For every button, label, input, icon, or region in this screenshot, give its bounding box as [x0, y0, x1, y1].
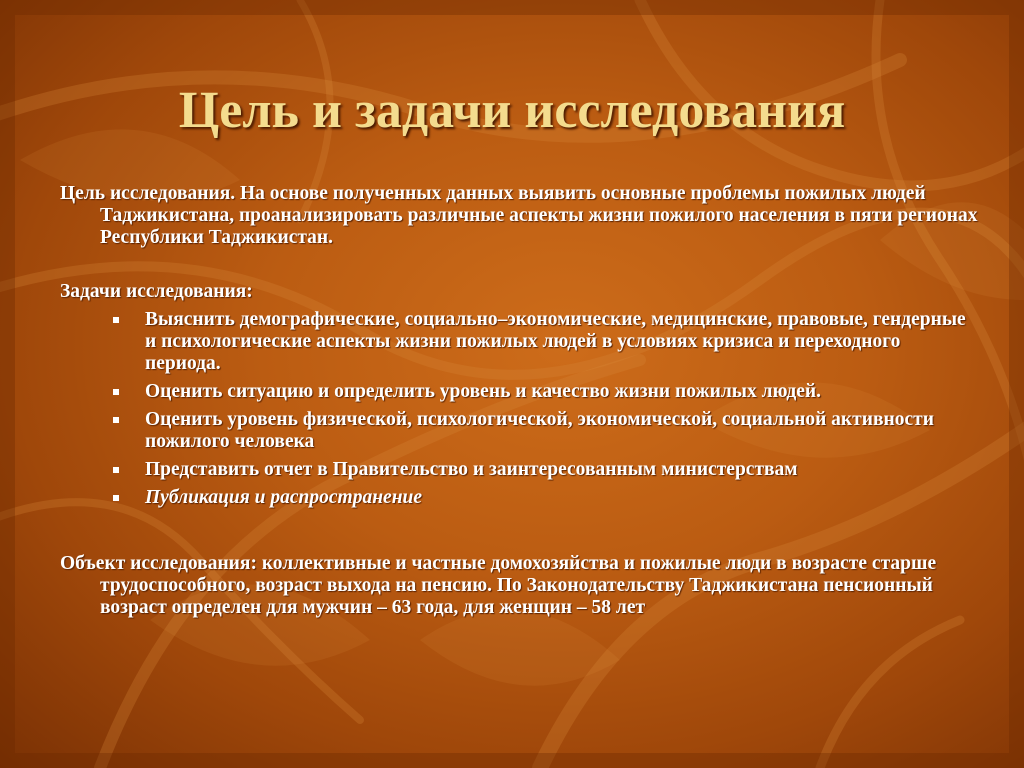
goal-paragraph: Цель исследования. На основе полученных данных выявить основные проблемы пожилых людей Таджикистана, проанализировать различные аспекты жизни пожилого населения в пяти регионах Республики Таджикистан. [60, 183, 978, 248]
square-bullet-icon [113, 467, 119, 473]
list-item [120, 409, 980, 453]
list-item [120, 309, 980, 375]
task-text: Оценить ситуацию и определить уровень и качество жизни пожилых людей. [145, 381, 822, 402]
object-paragraph: Объект исследования: коллективные и частные домохозяйства и пожилые люди в возрасте старше трудоспособного, возраст выхода на пенсию. По Законодательству Таджикистана пенсионный возраст определен для мужчин – 63 года, для женщин – 58 лет [60, 553, 937, 618]
task-text: Оценить уровень физической, психологической, экономической, социальной активности пожилого человека [145, 409, 934, 452]
tasks-list [60, 309, 980, 509]
task-text: Выяснить демографические, социально–экономические, медицинские, правовые, гендерные и психологические аспекты жизни пожилых людей в условиях кризиса и переходного периода. [145, 309, 966, 374]
tasks-heading: Задачи исследования: [60, 281, 253, 302]
slide-title: Цель и задачи исследования [178, 82, 846, 139]
square-bullet-icon [113, 417, 119, 423]
slide-body [60, 183, 980, 619]
list-item [120, 459, 980, 481]
square-bullet-icon [113, 317, 119, 323]
square-bullet-icon [113, 389, 119, 395]
list-item [120, 381, 980, 403]
task-text: Представить отчет в Правительство и заинтересованным министерствам [145, 459, 798, 480]
spacer [60, 249, 980, 281]
list-item [120, 487, 980, 509]
spacer [60, 515, 980, 553]
square-bullet-icon [113, 495, 119, 501]
task-text: Публикация и распространение [145, 487, 423, 508]
